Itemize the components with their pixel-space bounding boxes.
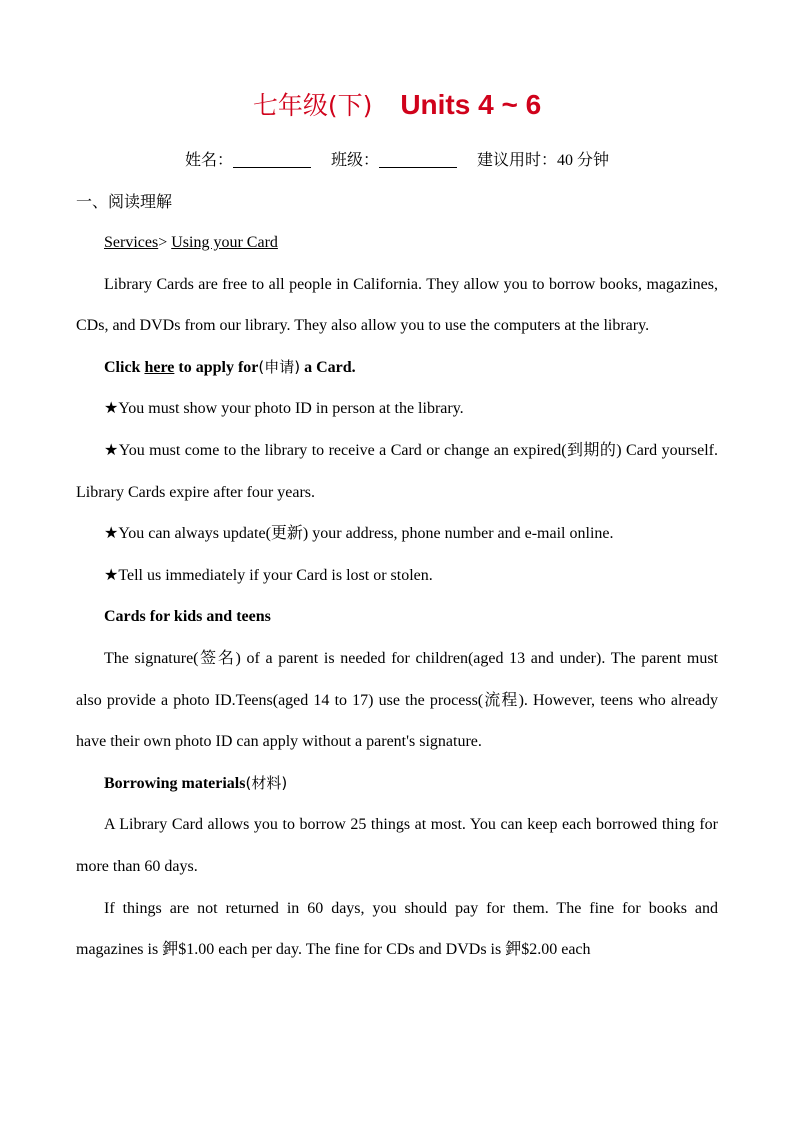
borrow-paragraph: A Library Card allows you to borrow 25 things at most. You can keep each borrowed thing for more than 60 days. xyxy=(76,816,718,875)
apply-cn-gloss: (申请) xyxy=(258,357,301,376)
breadcrumb xyxy=(76,222,718,264)
page-title xyxy=(0,86,794,122)
title-grade: 七年级(下) xyxy=(252,91,373,120)
rule-item: ★You must show your photo ID in person at the library. xyxy=(104,400,464,418)
title-units: Units 4 ~ 6 xyxy=(400,89,542,120)
apply-mid: to apply for xyxy=(174,358,259,376)
fine-paragraph: If things are not returned in 60 days, you should pay for them. The fine for books and magazines is 鉀$1.00 each per day. The fine for CDs and DVDs is 鉀$2.00 each xyxy=(76,899,718,959)
borrow-heading-text: Borrowing materials xyxy=(104,774,246,792)
class-label: 班级： xyxy=(330,152,379,169)
class-blank[interactable] xyxy=(379,151,457,168)
borrow-heading xyxy=(76,763,718,805)
breadcrumb-using-card[interactable]: Using your Card xyxy=(171,234,278,251)
apply-suffix: a Card. xyxy=(300,358,356,376)
rule-item: ★You must come to the library to receive a Card or change an expired(到期的) Card yourself. Library Cards expire after four years. xyxy=(76,441,718,501)
kids-heading: Cards for kids and teens xyxy=(104,608,271,626)
time-label: 建议用时：40 分钟 xyxy=(477,152,610,169)
borrow-heading-cn: (材料) xyxy=(245,773,288,792)
rule-item: ★Tell us immediately if your Card is lost or stolen. xyxy=(104,566,433,584)
apply-line xyxy=(76,347,718,389)
breadcrumb-services[interactable]: Services xyxy=(104,234,159,251)
name-label: 姓名： xyxy=(184,152,233,169)
apply-here-link[interactable]: here xyxy=(144,358,175,376)
rule-item: ★You can always update(更新) your address, phone number and e-mail online. xyxy=(104,525,614,543)
name-blank[interactable] xyxy=(233,151,311,168)
student-info-line xyxy=(0,147,794,170)
intro-paragraph: Library Cards are free to all people in California. They allow you to borrow books, magazines, CDs, and DVDs from our library. They also allow you to use the computers at the library. xyxy=(76,275,718,335)
breadcrumb-separator: > xyxy=(158,234,172,251)
kids-paragraph: The signature(签名) of a parent is needed for children(aged 13 and under). The parent must also provide a photo ID.Teens(aged 14 to 17) use the process(流程). However, teens who already have their own photo ID can apply without a parent's signature. xyxy=(76,649,718,751)
section-heading: 一、阅读理解 xyxy=(76,192,173,211)
reading-passage xyxy=(76,222,718,971)
apply-prefix: Click xyxy=(104,358,145,376)
